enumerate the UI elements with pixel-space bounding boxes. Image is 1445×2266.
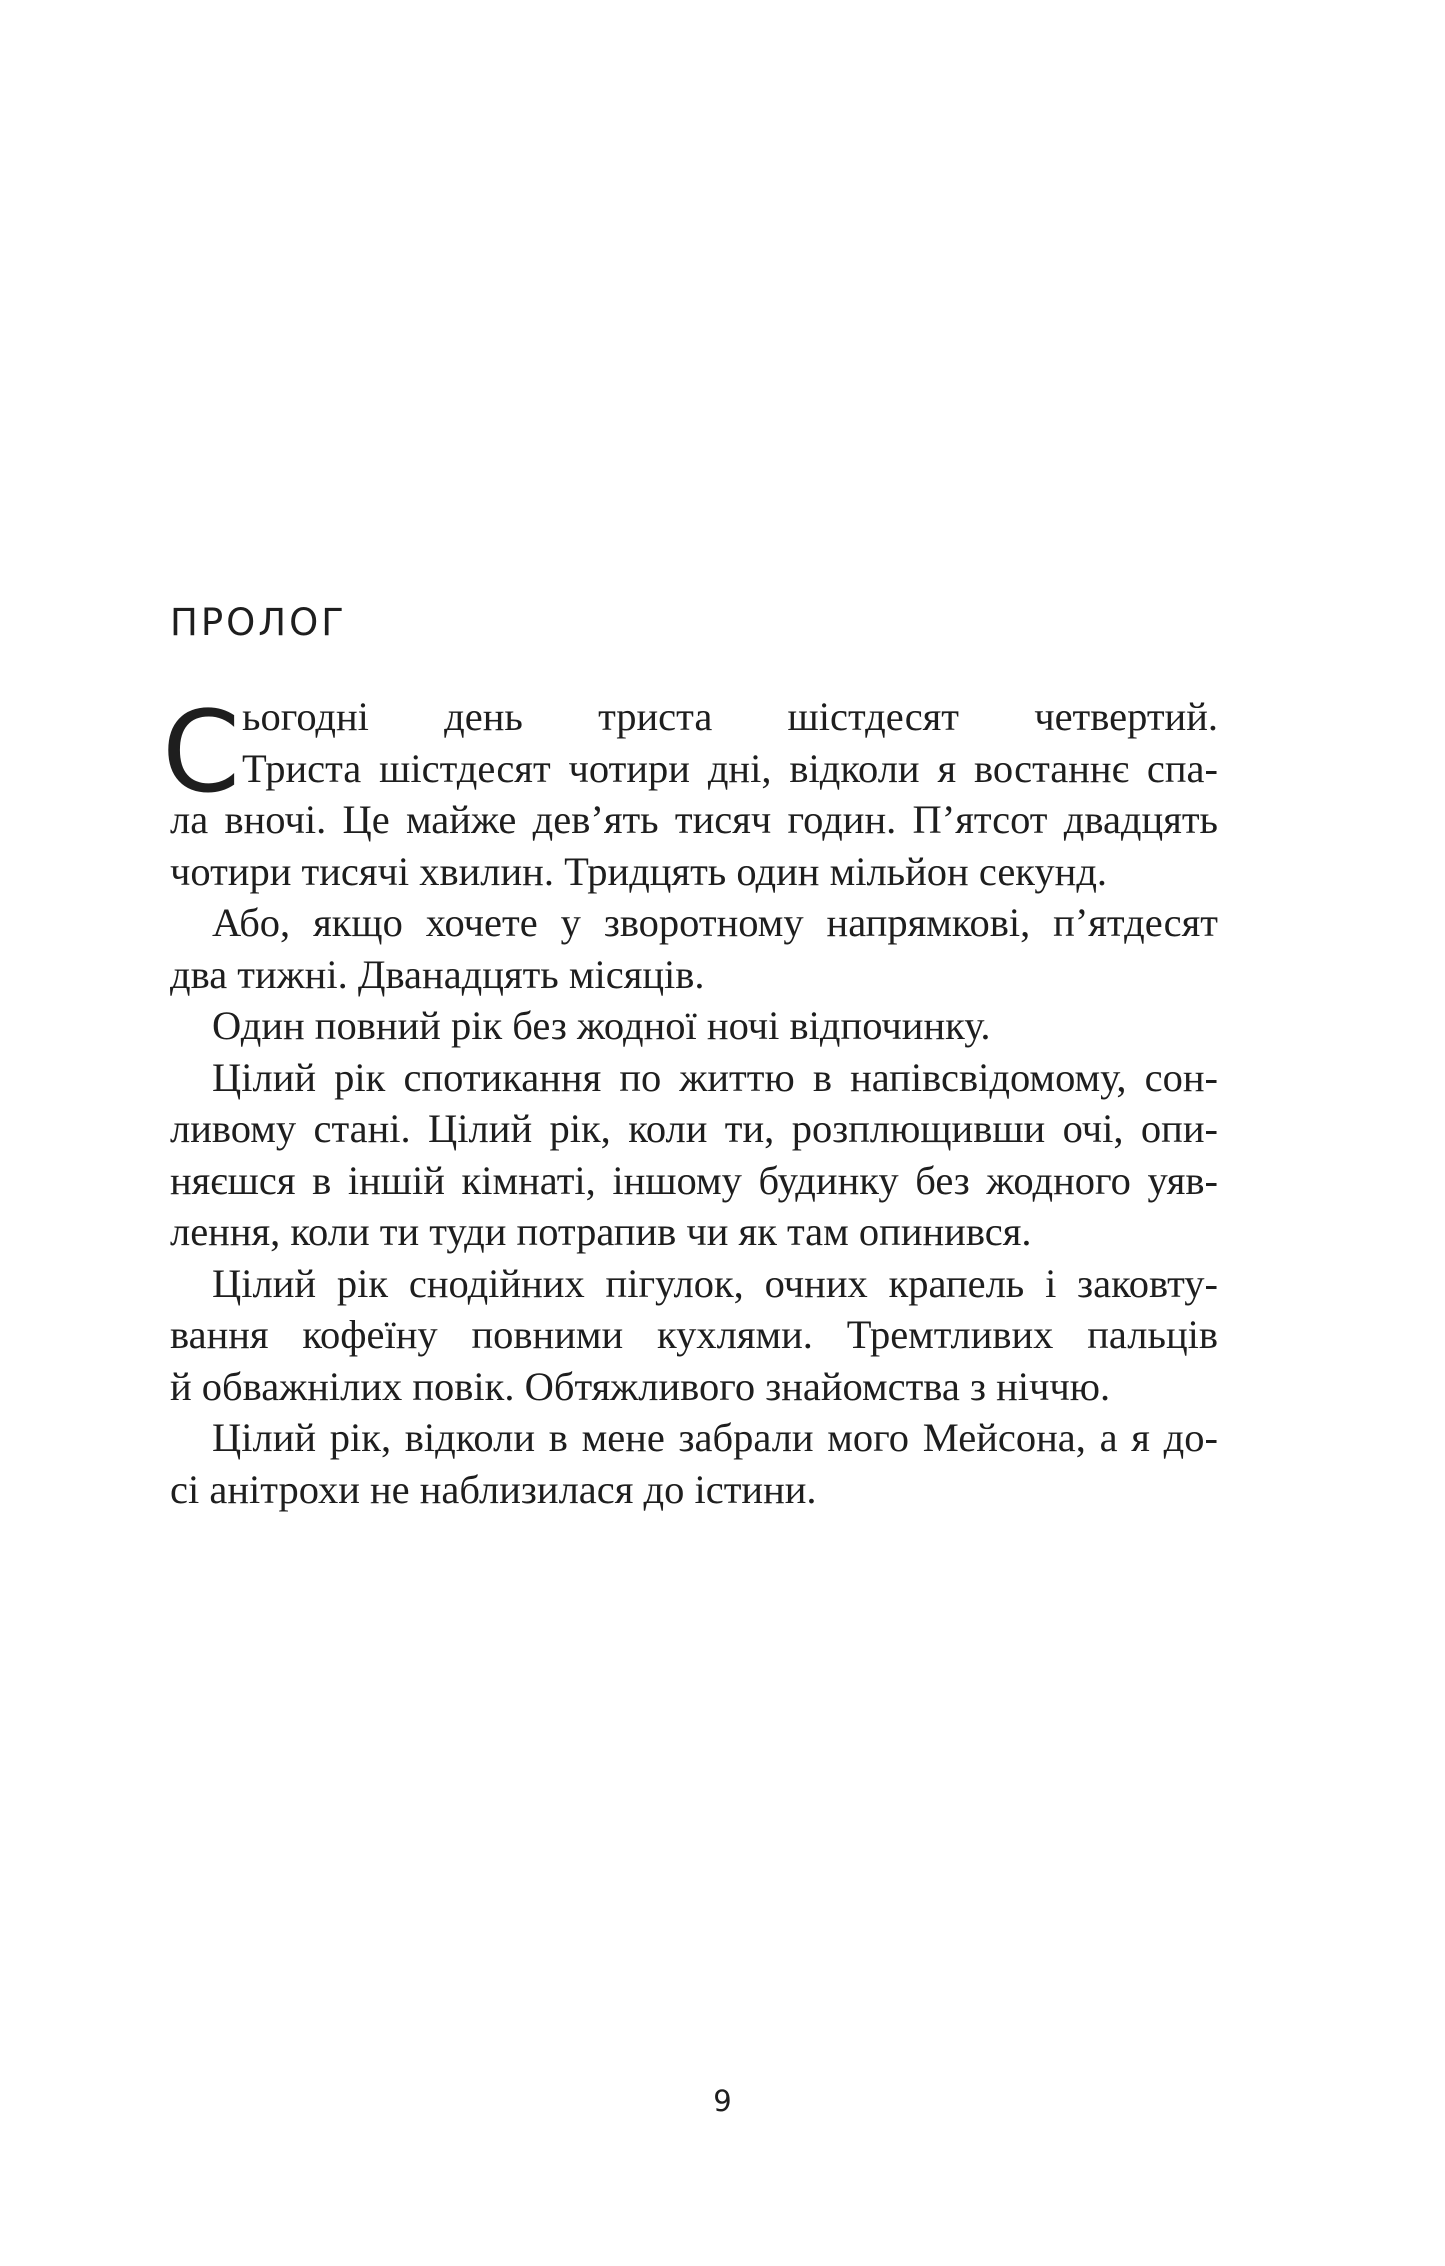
text-line: Цілий рік, відколи в мене забрали мого Мейсона, а я до- (212, 1415, 1218, 1460)
text-line: вання кофеїну повними кухлями. Тремтливих пальців (170, 1312, 1218, 1357)
drop-cap: С (162, 688, 241, 818)
text-line: няєшся в іншій кімнаті, іншому будинку без жодного уяв- (170, 1157, 1218, 1203)
text-line: й обважнілих повік. Обтяжливого знайомства з ніччю. (170, 1363, 1111, 1409)
text-line: ливому стані. Цілий рік, коли ти, розплющивши очі, опи- (170, 1106, 1218, 1151)
page-number: 9 (713, 2084, 732, 2118)
text-line: лення, коли ти туди потрапив чи як там опинився. (170, 1209, 1032, 1254)
text-line: Цілий рік снодійних пігулок, очних крапель і заковту- (212, 1260, 1218, 1306)
prologue-text (162, 688, 1218, 1515)
text-line: Триста шістдесят чотири дні, відколи я востаннє спа- (242, 745, 1218, 791)
chapter-title: ПРОЛОГ (170, 601, 347, 644)
text-line: чотири тисячі хвилин. Тридцять один мільйон секунд. (170, 848, 1108, 894)
text-line: два тижні. Дванадцять місяців. (170, 951, 705, 997)
text-line: ьогодні день триста шістдесят четвертий. (242, 694, 1218, 739)
text-line: Один повний рік без жодної ночі відпочинку. (212, 1003, 991, 1048)
text-line: Цілий рік спотикання по життю в напівсвідомому, сон- (212, 1054, 1218, 1100)
text-line: ла вночі. Це майже дев’ять тисяч годин. П’ятсот двадцять (170, 797, 1218, 842)
text-line: сі анітрохи не наблизилася до істини. (170, 1466, 817, 1512)
text-line: Або, якщо хочете у зворотному напрямкові, п’ятдесят (212, 900, 1218, 945)
